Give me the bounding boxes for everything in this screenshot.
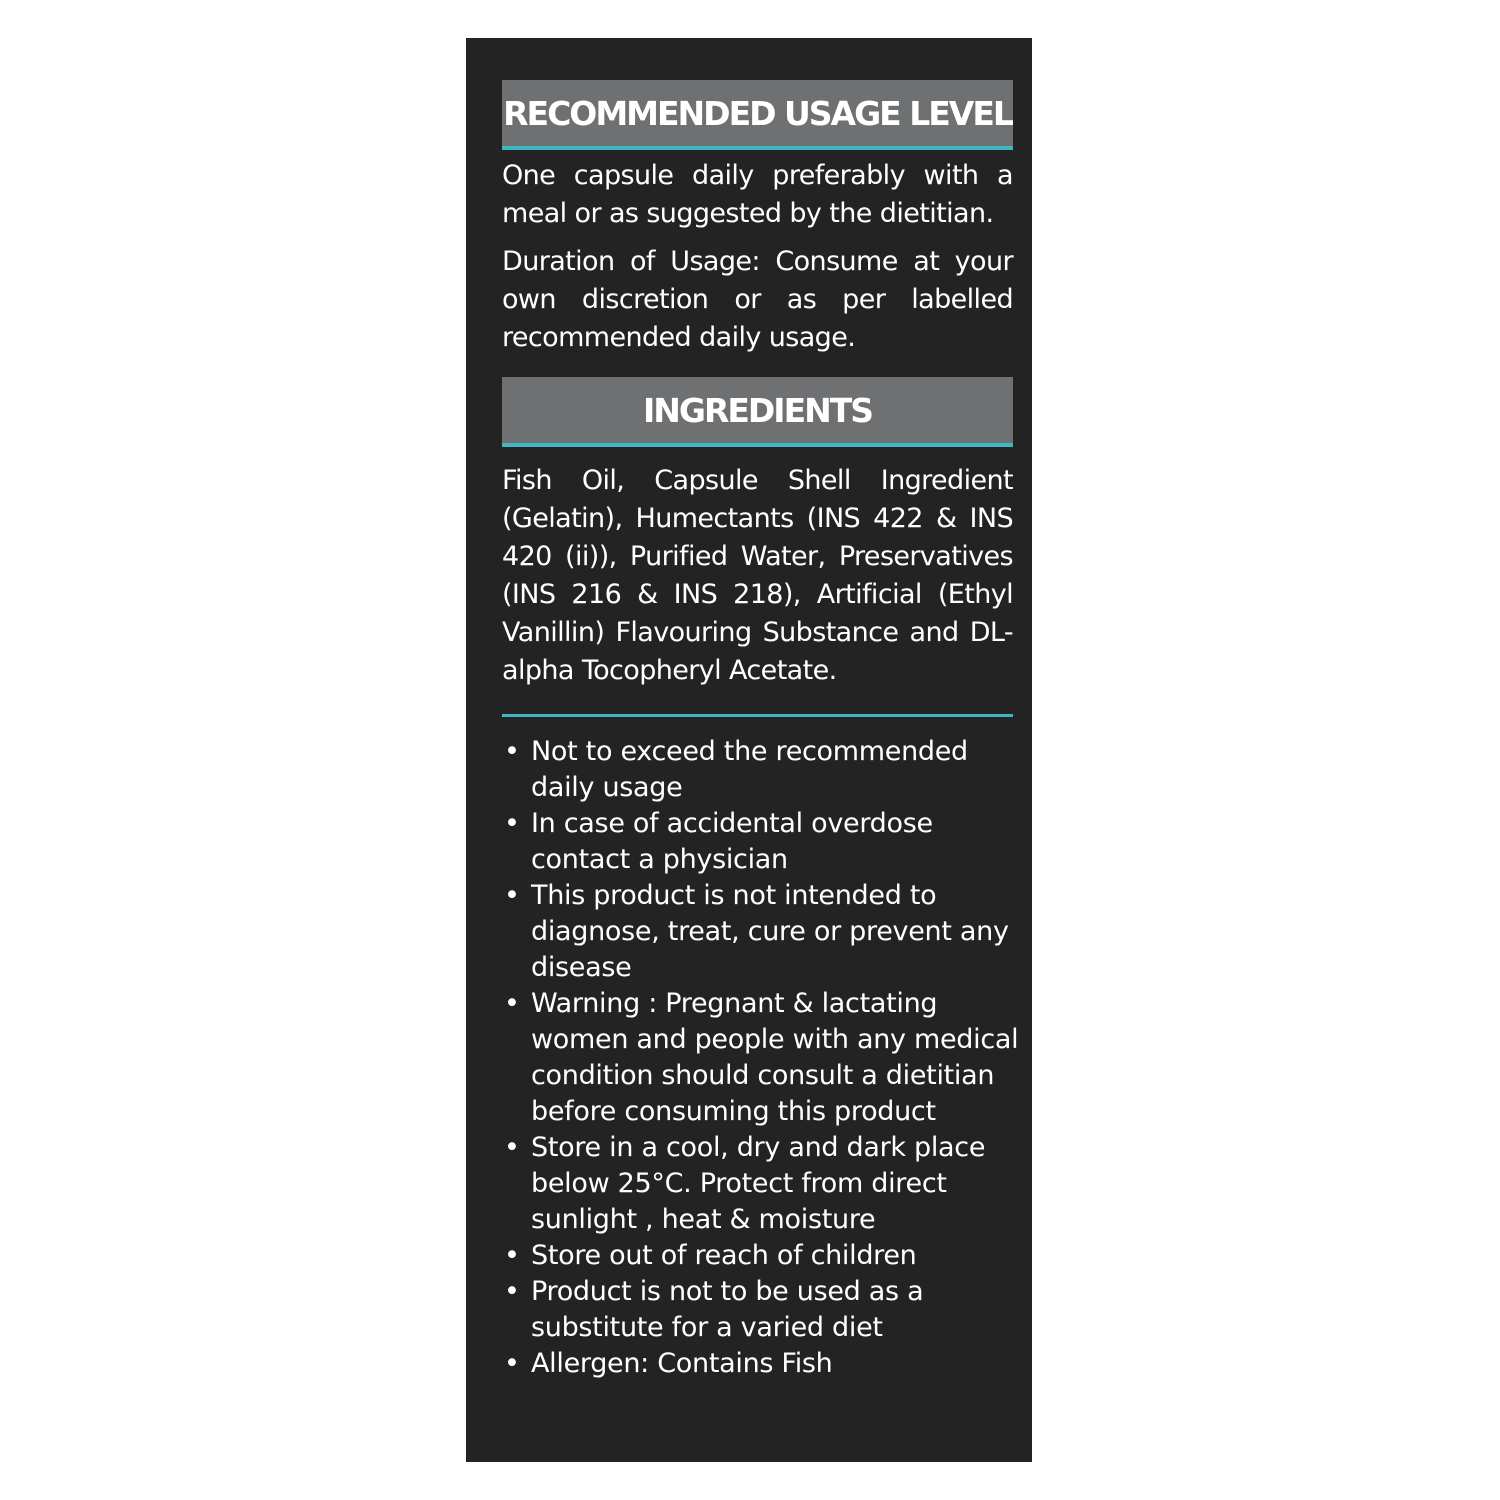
note-text: This product is not intended to diagnose, treat, cure or prevent any disease bbox=[531, 880, 1009, 983]
section-divider bbox=[502, 714, 1013, 717]
bullet-icon: • bbox=[504, 736, 520, 767]
ingredients-heading-bar bbox=[502, 377, 1013, 447]
bullet-icon: • bbox=[504, 880, 520, 911]
note-text: Allergen: Contains Fish bbox=[531, 1348, 833, 1379]
list-item bbox=[502, 806, 1022, 878]
note-text: Store in a cool, dry and dark place below 25°C. Protect from direct sunlight , heat & moisture bbox=[531, 1132, 986, 1235]
list-item bbox=[502, 734, 1022, 806]
usage-paragraph-duration: Duration of Usage: Consume at your own discretion or as per labelled recommended daily usage. bbox=[502, 246, 1013, 353]
note-text: Product is not to be used as a substitute for a varied diet bbox=[531, 1276, 924, 1343]
list-item bbox=[502, 1274, 1022, 1346]
usage-heading: RECOMMENDED USAGE LEVEL bbox=[503, 93, 1012, 133]
note-text: In case of accidental overdose contact a physician bbox=[531, 808, 933, 875]
list-item bbox=[502, 1130, 1022, 1238]
bullet-icon: • bbox=[504, 1276, 520, 1307]
note-text: Warning : Pregnant & lactating women and people with any medical condition should consult a dietitian before consuming this product bbox=[531, 988, 1019, 1127]
bullet-icon: • bbox=[504, 1348, 520, 1379]
bullet-icon: • bbox=[504, 808, 520, 839]
ingredients-heading: INGREDIENTS bbox=[642, 390, 873, 430]
note-text: Store out of reach of children bbox=[531, 1240, 917, 1271]
bullet-icon: • bbox=[504, 988, 520, 1019]
bullet-icon: • bbox=[504, 1240, 520, 1271]
note-text: Not to exceed the recommended daily usage bbox=[531, 736, 968, 803]
list-item bbox=[502, 986, 1022, 1130]
ingredients-text: Fish Oil, Capsule Shell Ingredient (Gelatin), Humectants (INS 422 & INS 420 (ii)), Purified Water, Preservatives (INS 216 & INS 218), Artificial (Ethyl Vanillin) Flavouring Substance and DL-alpha Tocopheryl Acetate. bbox=[502, 465, 1013, 686]
bullet-icon: • bbox=[504, 1132, 520, 1163]
label-panel bbox=[466, 38, 1032, 1462]
usage-heading-bar bbox=[502, 80, 1013, 150]
list-item bbox=[502, 1346, 1022, 1382]
usage-section bbox=[502, 157, 1013, 357]
list-item bbox=[502, 1238, 1022, 1274]
list-item bbox=[502, 878, 1022, 986]
notes-list bbox=[502, 734, 1022, 1382]
usage-paragraph-dosage: One capsule daily preferably with a meal or as suggested by the dietitian. bbox=[502, 160, 1013, 229]
ingredients-section bbox=[502, 462, 1013, 690]
